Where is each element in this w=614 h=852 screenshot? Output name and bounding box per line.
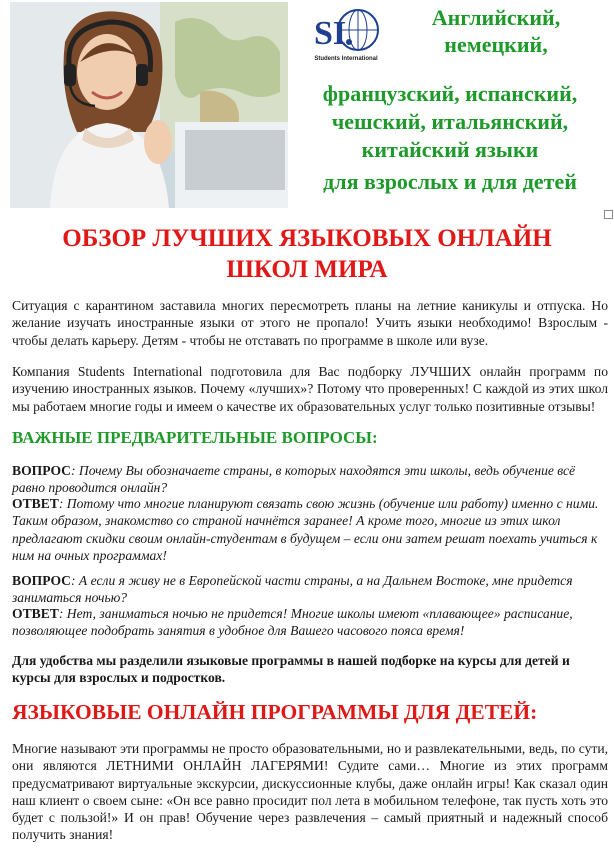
kids-paragraph: Многие называют эти программы не просто образовательными, но и развлекательными, ведь, по сути, они являются ЛЕТНИМИ ОНЛАЙН ЛАГЕРЯМИ! Судите сами… Многие из этих программ предусматривают виртуальные экскурсии, дискуссионные клубы, даже онлайн игры! Как сказал один наш клиент о своем сыне: «Он все равно просидит пол лета в мобильном телефоне, так пусть хоть это будет с пользой!» И он прав! Обучение через развлечения – самый приятный и надежный способ получить знания! bbox=[12, 741, 608, 843]
hero-photo-illustration bbox=[10, 2, 288, 208]
svg-text:SI: SI bbox=[314, 15, 347, 52]
answer-label: ОТВЕТ bbox=[12, 606, 59, 621]
header-line-4: чешский, итальянский, bbox=[331, 109, 569, 134]
header-line-3: французский, испанский, bbox=[322, 81, 578, 106]
note-paragraph: Для удобства мы разделили языковые программы в нашей подборке на курсы для детей и курсы для взрослых и подростков. bbox=[12, 653, 570, 686]
header-line-5: китайский языки bbox=[361, 137, 539, 162]
answer-text: : Потому что многие планируют связать свою жизнь (обучение или работу) именно с ними. Таким образом, знакомство со страной начнётся заранее! А кроме того, многие из этих школ предлагают скидки своим онлайн-студентам в будущем – если они затем решат поехать учиться к ним на очных программах! bbox=[12, 496, 599, 563]
question-text: : Почему Вы обозначаете страны, в которых находятся эти школы, ведь обучение всё равно проводится онлайн? bbox=[12, 463, 576, 496]
logo-mark bbox=[312, 6, 382, 62]
header-line-2: немецкий, bbox=[444, 32, 548, 57]
resize-handle[interactable] bbox=[604, 210, 613, 219]
brand-logo bbox=[312, 6, 382, 62]
answer-2 bbox=[12, 605, 608, 640]
question-text: : А если я живу не в Европейской части страны, а на Дальнем Востоке, мне придется заниматься ночью? bbox=[12, 573, 573, 606]
page-title-line-2: ШКОЛ МИРА bbox=[226, 256, 388, 283]
intro-paragraph-1: Ситуация с карантином заставила многих пересмотреть планы на летние каникулы и отпуска. Но желание изучать иностранные языки от этого не пропало! Учить языки необходимо! Взрослым - чтобы делать карьеру. Детям - чтобы не отставать по программе в школе или вузе. bbox=[12, 298, 608, 348]
answer-1 bbox=[12, 495, 608, 564]
answer-text: : Нет, заниматься ночью не придется! Многие школы имеют «плавающее» расписание, позволяющее подобрать занятия в удобное для Вашего часового пояса время! bbox=[12, 606, 573, 639]
question-label: ВОПРОС bbox=[12, 463, 71, 478]
question-label: ВОПРОС bbox=[12, 573, 71, 588]
header-line-1: Английский, bbox=[431, 5, 561, 30]
page-title-line-1: ОБЗОР ЛУЧШИХ ЯЗЫКОВЫХ ОНЛАЙН bbox=[62, 225, 552, 252]
logo-caption: Students International bbox=[314, 56, 378, 62]
section-heading-questions: ВАЖНЫЕ ПРЕДВАРИТЕЛЬНЫЕ ВОПРОСЫ: bbox=[12, 428, 378, 447]
header-line-6: для взрослых и для детей bbox=[323, 169, 577, 194]
hero-photo bbox=[10, 2, 288, 208]
question-1 bbox=[12, 462, 608, 497]
intro-paragraph-2: Компания Students International подготовила для Вас подборку ЛУЧШИХ онлайн программ по изучению иностранных языков. Почему «лучших»? Потому что проверенных! С каждой из этих школ мы работаем многие годы и имеем о качестве их образовательных услуг только позитивные отзывы! bbox=[12, 364, 608, 414]
section-heading-kids: ЯЗЫКОВЫЕ ОНЛАЙН ПРОГРАММЫ ДЛЯ ДЕТЕЙ: bbox=[12, 700, 538, 724]
question-2 bbox=[12, 572, 608, 607]
answer-label: ОТВЕТ bbox=[12, 496, 59, 511]
